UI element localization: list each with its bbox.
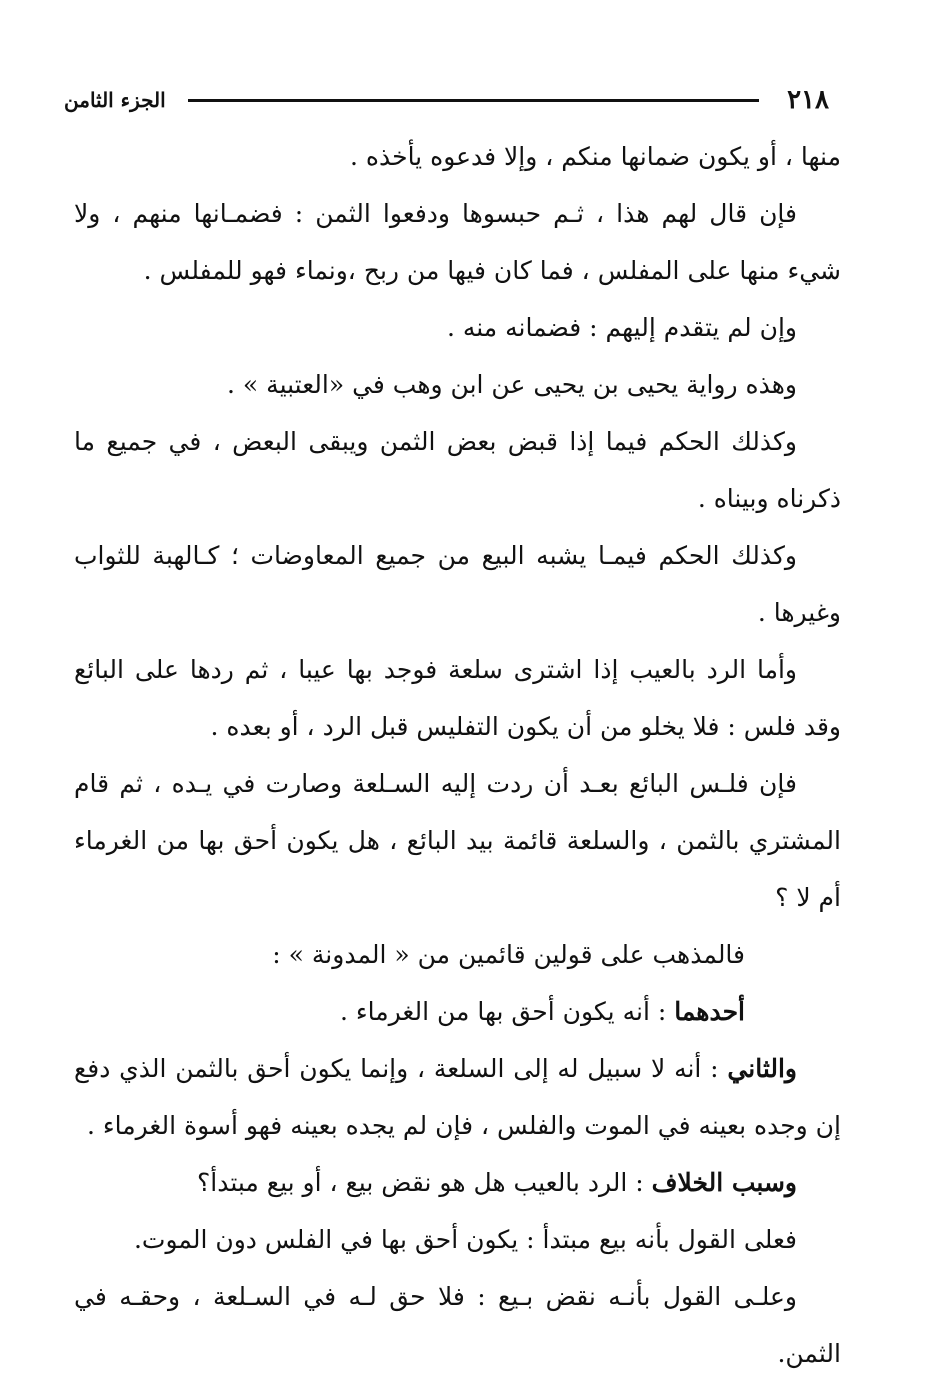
- header-rule: [188, 99, 759, 102]
- paragraph: وأما الرد بالعيب إذا اشترى سلعة فوجد بها عيبا ، ثم ردها على البائع وقد فلس : فلا يخلو من أن يكون التفليس قبل الرد ، أو بعده .: [74, 655, 841, 741]
- paragraph-text: : الرد بالعيب هل هو نقض بيع ، أو بيع مبتدأ؟: [197, 1168, 652, 1197]
- paragraph: فالمذهب على قولين قائمين من « المدونة » :: [272, 940, 745, 969]
- paragraph: وعلـى القول بأنـه نقض بـيع : فلا حق لـه في السـلعة ، وحقـه في الثمن.: [74, 1282, 841, 1368]
- paragraph-text: : أنه يكون أحق بها من الغرماء .: [339, 997, 675, 1026]
- page-number: ٢١٨: [787, 85, 829, 115]
- paragraph-text: : أنه لا سبيل له إلى السلعة ، وإنما يكون أحق بالثمن الذي دفع إن وجده بعينه في الموت والفلس ، فإن لم يجده بعينه فهو أسوة الغرماء .: [74, 1054, 841, 1140]
- part-title: الجزء الثامن: [64, 88, 166, 112]
- paragraph-lead: والثاني: [727, 1054, 797, 1083]
- paragraph: [74, 1040, 841, 1154]
- paragraph: [74, 983, 841, 1040]
- paragraph: وإن لم يتقدم إليهم : فضمانه منه .: [446, 313, 797, 342]
- paragraph-lead: وسبب الخلاف: [651, 1168, 797, 1197]
- paragraph-lead: أحدهما: [674, 997, 745, 1026]
- paragraph: فعلى القول بأنه بيع مبتدأ : يكون أحق بها في الفلس دون الموت.: [133, 1225, 797, 1254]
- paragraph: وهذه رواية يحيى بن يحيى عن ابن وهب في «العتبية » .: [227, 370, 797, 399]
- paragraph: وكذلك الحكم فيما إذا قبض بعض الثمن ويبقى البعض ، في جميع ما ذكرناه وبيناه .: [74, 427, 841, 513]
- paragraph: [74, 1154, 841, 1211]
- paragraph: فإن قال لهم هذا ، ثـم حبسوها ودفعوا الثمن : فضمـانها منهم ، ولا شيء منها على المفلس ، فما كان فيها من ربح ،ونماء فهو للمفلس .: [74, 199, 841, 285]
- paragraph: وكذلك الحكم فيمـا يشبه البيع من جميع المعاوضات ؛ كـالهبة للثواب وغيرها .: [74, 541, 841, 627]
- page-body: [74, 128, 841, 1382]
- paragraph: منها ، أو يكون ضمانها منكم ، وإلا فدعوه يأخذه .: [350, 142, 841, 171]
- running-header: [64, 80, 829, 120]
- paragraph: فإن فلـس البائع بعـد أن ردت إليه السـلعة وصارت في يـده ، ثم قام المشتري بالثمن ، والسلعة قائمة بيد البائع ، هل يكون أحق بها من الغرماء أم لا ؟: [74, 769, 841, 912]
